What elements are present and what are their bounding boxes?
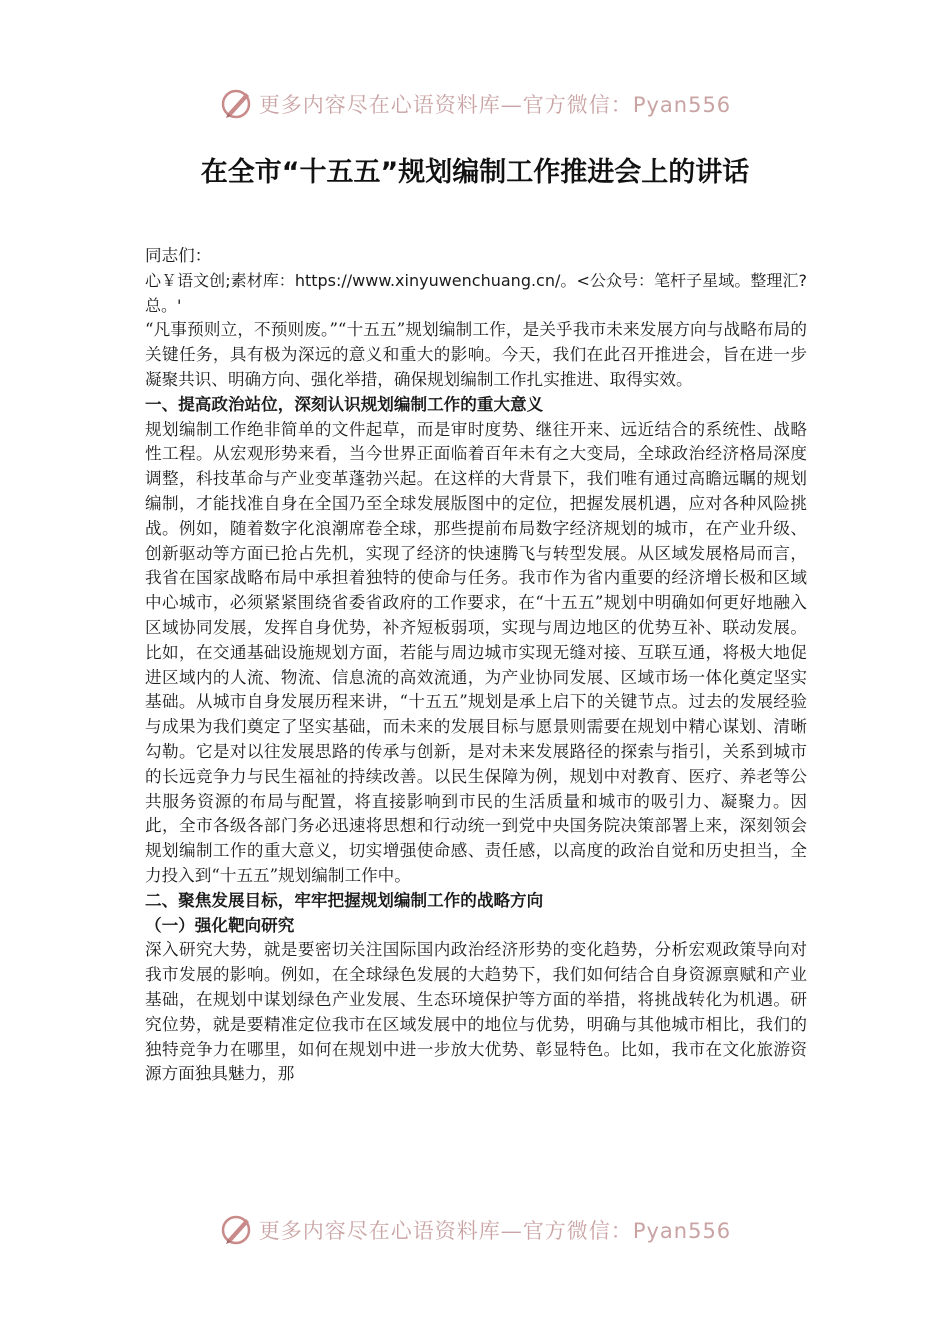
source-line: 心￥语文创;素材库：https://www.xinyuwenchuang.cn/。<公众号：笔杆子星域。整理汇?总。' xyxy=(145,270,807,315)
pen-logo-icon xyxy=(219,86,255,122)
document-body xyxy=(145,244,807,1087)
header-watermark-banner xyxy=(0,84,950,124)
section-heading-1: 一、提高政治站位，深刻认识规划编制工作的重大意义 xyxy=(145,394,544,414)
salutation: 同志们： xyxy=(145,246,212,265)
page-title: 在全市“十五五”规划编制工作推进会上的讲话 xyxy=(200,157,750,188)
section-heading-2: 二、聚焦发展目标，牢牢把握规划编制工作的战略方向 xyxy=(145,890,544,910)
footer-watermark-banner xyxy=(0,1210,950,1250)
subsection-paragraph-1: 深入研究大势，就是要密切关注国际国内政治经济形势的变化趋势，分析宏观政策导向对我市发展的影响。例如，在全球绿色发展的大趋势下，我们如何结合自身资源禀赋和产业基础，在规划中谋划绿色产业发展、生态环境保护等方面的举措，将挑战转化为机遇。研究位势，就是要精准定位我市在区域发展中的地位与优势，明确与其他城市相比，我们的独特竞争力在哪里，如何在规划中进一步放大优势、彰显特色。比如，我市在文化旅游资源方面独具魅力，那 xyxy=(145,940,807,1084)
section-paragraph-1: 规划编制工作绝非简单的文件起草，而是审时度势、继往开来、远近结合的系统性、战略性工程。从宏观形势来看，当今世界正面临着百年未有之大变局，全球政治经济格局深度调整，科技革命与产业变革蓬勃兴起。在这样的大背景下，我们唯有通过高瞻远瞩的规划编制，才能找准自身在全国乃至全球发展版图中的定位，把握发展机遇，应对各种风险挑战。例如，随着数字化浪潮席卷全球，那些提前布局数字经济规划的城市，在产业升级、创新驱动等方面已抢占先机，实现了经济的快速腾飞与转型发展。从区域发展格局而言，我省在国家战略布局中承担着独特的使命与任务。我市作为省内重要的经济增长极和区域中心城市，必须紧紧围绕省委省政府的工作要求，在“十五五”规划中明确如何更好地融入区域协同发展，发挥自身优势，补齐短板弱项，实现与周边地区的优势互补、联动发展。比如，在交通基础设施规划方面，若能与周边城市实现无缝对接、互联互通，将极大地促进区域内的人流、物流、信息流的高效流通，为产业协同发展、区域市场一体化奠定坚实基础。从城市自身发展历程来讲，“十五五”规划是承上启下的关键节点。过去的发展经验与成果为我们奠定了坚实基础，而未来的发展目标与愿景则需要在规划中精心谋划、清晰勾勒。它是对以往发展思路的传承与创新，是对未来发展路径的探索与指引，关系到城市的长远竞争力与民生福祉的持续改善。以民生保障为例，规划中对教育、医疗、养老等公共服务资源的布局与配置，将直接影响到市民的生活质量和城市的吸引力、凝聚力。因此，全市各级各部门务必迅速将思想和行动统一到党中央国务院决策部署上来，深刻领会规划编制工作的重大意义，切实增强使命感、责任感，以高度的政治自觉和历史担当，全力投入到“十五五”规划编制工作中。 xyxy=(145,419,807,885)
pen-logo-icon xyxy=(219,1212,255,1248)
subsection-heading-1: （一）强化靶向研究 xyxy=(145,915,295,935)
watermark-text: 更多内容尽在心语资料库—官方微信：Pyan556 xyxy=(258,1219,732,1243)
intro-paragraph: “凡事预则立，不预则废。”“十五五”规划编制工作，是关乎我市未来发展方向与战略布局的关键任务，具有极为深远的意义和重大的影响。今天，我们在此召开推进会，旨在进一步凝聚共识、明确方向、强化举措，确保规划编制工作扎实推进、取得实效。 xyxy=(145,320,807,389)
watermark-text: 更多内容尽在心语资料库—官方微信：Pyan556 xyxy=(258,93,732,117)
